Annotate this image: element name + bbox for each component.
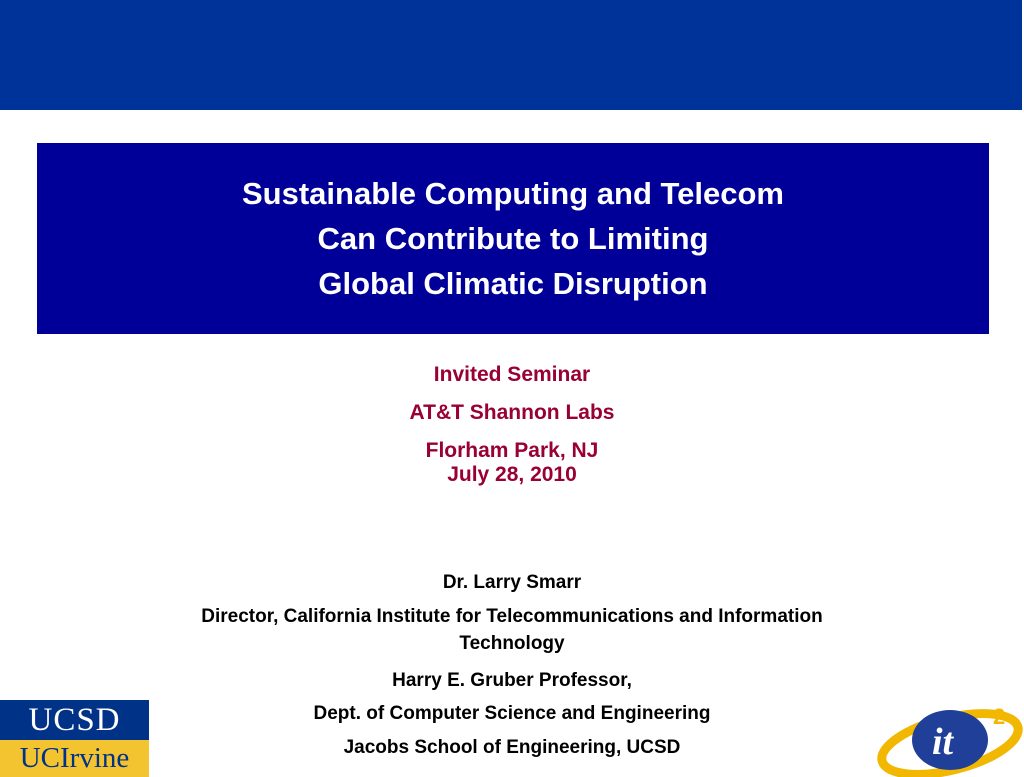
event-date-label: July 28, 2010 [447, 463, 577, 486]
speaker-title-1: Director, California Institute for Telecommunications and Information Technology [201, 606, 823, 654]
event-location-label: Florham Park, NJ [425, 439, 599, 462]
speaker-professorship-block [160, 667, 864, 694]
speaker-name: Dr. Larry Smarr [442, 572, 582, 593]
speaker-school-block [160, 734, 864, 761]
ucsd-logo: UCSD [0, 700, 149, 740]
speaker-title-4: Jacobs School of Engineering, UCSD [343, 737, 681, 758]
calit2-logo-superscript: 2 [993, 704, 1006, 729]
calit2-logo-text: it [932, 721, 954, 763]
title-box [37, 143, 989, 334]
ucirvine-logo: UCIrvine [0, 740, 149, 777]
calit2-logo [872, 696, 1024, 777]
title-line-1: Sustainable Computing and Telecom [242, 176, 784, 211]
title-line-2: Can Contribute to Limiting [317, 221, 709, 256]
event-location-date [0, 439, 1024, 487]
title-line-3: Global Climatic Disruption [318, 266, 708, 301]
event-venue-label: AT&T Shannon Labs [409, 401, 615, 424]
speaker-name-block [160, 569, 864, 596]
event-type-label: Invited Seminar [433, 363, 591, 386]
event-venue [0, 401, 1024, 425]
event-type [0, 363, 1024, 387]
speaker-affiliation-block [160, 603, 864, 657]
speaker-title-3: Dept. of Computer Science and Engineering [313, 703, 711, 724]
header-band [0, 0, 1022, 110]
speaker-dept-block [160, 700, 864, 727]
speaker-title-2: Harry E. Gruber Professor, [392, 670, 632, 691]
